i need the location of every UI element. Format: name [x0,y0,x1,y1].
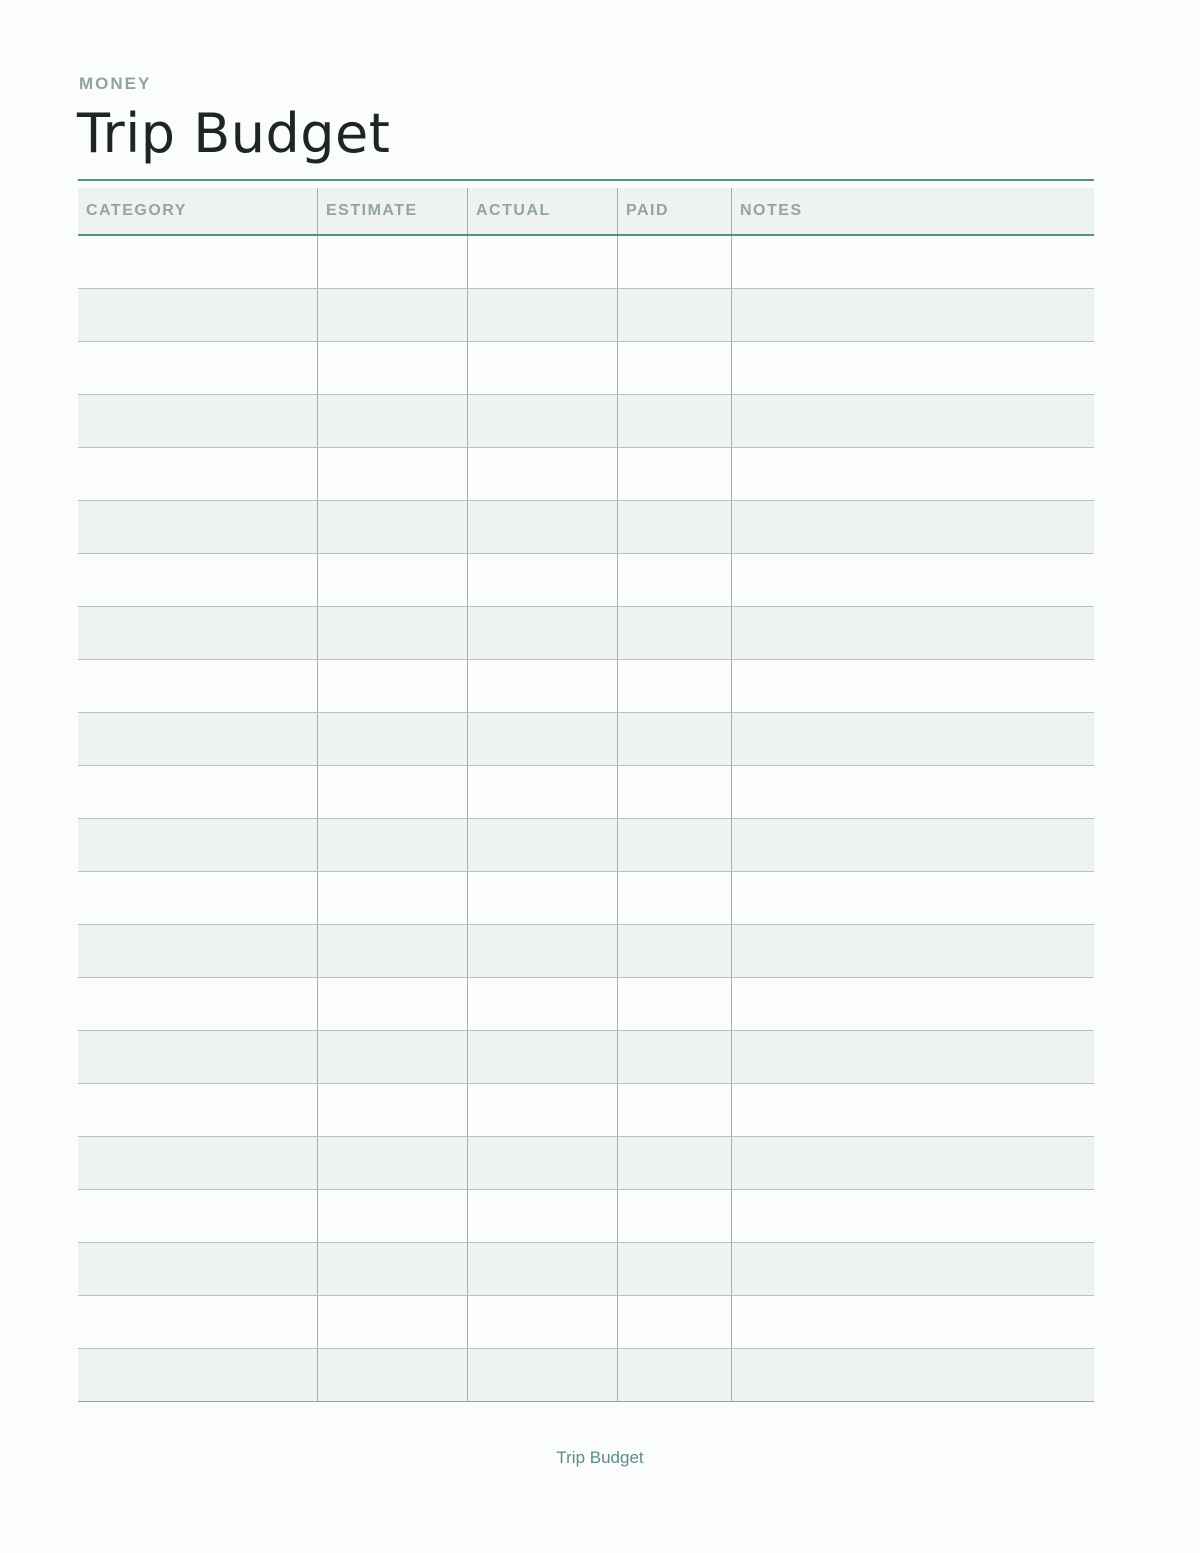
column-header-paid: PAID [618,188,732,234]
budget-table [78,188,1094,1402]
table-row [78,501,1094,554]
column-header-actual: ACTUAL [468,188,618,234]
cell-paid[interactable] [618,1084,732,1136]
cell-category[interactable] [78,236,318,288]
table-row [78,236,1094,289]
cell-notes[interactable] [732,766,1094,818]
table-row [78,978,1094,1031]
cell-category[interactable] [78,1243,318,1295]
cell-actual[interactable] [468,395,618,447]
cell-notes[interactable] [732,1349,1094,1401]
cell-category[interactable] [78,1190,318,1242]
cell-estimate[interactable] [318,1243,468,1295]
table-row [78,289,1094,342]
cell-actual[interactable] [468,289,618,341]
cell-category[interactable] [78,925,318,977]
cell-estimate[interactable] [318,1190,468,1242]
cell-paid[interactable] [618,766,732,818]
cell-category[interactable] [78,1349,318,1401]
cell-paid[interactable] [618,607,732,659]
cell-notes[interactable] [732,819,1094,871]
table-row [78,925,1094,978]
cell-estimate[interactable] [318,1349,468,1401]
table-row [78,554,1094,607]
cell-notes[interactable] [732,660,1094,712]
cell-category[interactable] [78,872,318,924]
table-row [78,1296,1094,1349]
table-row [78,395,1094,448]
cell-paid[interactable] [618,289,732,341]
table-body [78,236,1094,1402]
cell-paid[interactable] [618,1296,732,1348]
cell-notes[interactable] [732,289,1094,341]
cell-paid[interactable] [618,660,732,712]
column-header-estimate: ESTIMATE [318,188,468,234]
footer-label: Trip Budget [556,1448,644,1467]
cell-actual[interactable] [468,713,618,765]
cell-paid[interactable] [618,448,732,500]
cell-notes[interactable] [732,1296,1094,1348]
cell-paid[interactable] [618,1137,732,1189]
table-row [78,660,1094,713]
cell-category[interactable] [78,1137,318,1189]
cell-paid[interactable] [618,819,732,871]
cell-estimate[interactable] [318,872,468,924]
cell-estimate[interactable] [318,236,468,288]
cell-actual[interactable] [468,1349,618,1401]
table-row [78,1031,1094,1084]
cell-category[interactable] [78,766,318,818]
cell-actual[interactable] [468,236,618,288]
cell-paid[interactable] [618,501,732,553]
table-row [78,766,1094,819]
cell-actual[interactable] [468,448,618,500]
cell-notes[interactable] [732,395,1094,447]
cell-actual[interactable] [468,1190,618,1242]
cell-actual[interactable] [468,660,618,712]
cell-paid[interactable] [618,925,732,977]
cell-paid[interactable] [618,1349,732,1401]
cell-estimate[interactable] [318,554,468,606]
cell-estimate[interactable] [318,766,468,818]
cell-notes[interactable] [732,1190,1094,1242]
cell-actual[interactable] [468,1031,618,1083]
cell-notes[interactable] [732,1243,1094,1295]
cell-estimate[interactable] [318,1296,468,1348]
cell-notes[interactable] [732,925,1094,977]
cell-notes[interactable] [732,1137,1094,1189]
cell-estimate[interactable] [318,819,468,871]
cell-paid[interactable] [618,342,732,394]
cell-category[interactable] [78,978,318,1030]
cell-notes[interactable] [732,1031,1094,1083]
cell-estimate[interactable] [318,289,468,341]
cell-actual[interactable] [468,1296,618,1348]
cell-estimate[interactable] [318,448,468,500]
cell-category[interactable] [78,448,318,500]
cell-notes[interactable] [732,607,1094,659]
section-label: MONEY [79,74,152,93]
cell-estimate[interactable] [318,978,468,1030]
cell-notes[interactable] [732,713,1094,765]
cell-actual[interactable] [468,1243,618,1295]
cell-estimate[interactable] [318,1137,468,1189]
cell-category[interactable] [78,819,318,871]
cell-category[interactable] [78,713,318,765]
cell-estimate[interactable] [318,395,468,447]
cell-estimate[interactable] [318,1031,468,1083]
cell-estimate[interactable] [318,713,468,765]
table-row [78,819,1094,872]
cell-estimate[interactable] [318,342,468,394]
cell-paid[interactable] [618,236,732,288]
cell-actual[interactable] [468,554,618,606]
cell-actual[interactable] [468,607,618,659]
cell-category[interactable] [78,395,318,447]
cell-actual[interactable] [468,1137,618,1189]
cell-paid[interactable] [618,872,732,924]
cell-category[interactable] [78,607,318,659]
cell-actual[interactable] [468,925,618,977]
table-row [78,1084,1094,1137]
cell-category[interactable] [78,289,318,341]
table-row [78,1349,1094,1402]
cell-actual[interactable] [468,872,618,924]
cell-category[interactable] [78,1031,318,1083]
cell-estimate[interactable] [318,1084,468,1136]
cell-actual[interactable] [468,1084,618,1136]
cell-paid[interactable] [618,395,732,447]
page-title: Trip Budget [77,102,391,165]
table-row [78,1243,1094,1296]
cell-paid[interactable] [618,1243,732,1295]
cell-category[interactable] [78,1084,318,1136]
cell-notes[interactable] [732,872,1094,924]
table-row [78,342,1094,395]
cell-notes[interactable] [732,1084,1094,1136]
cell-estimate[interactable] [318,501,468,553]
table-row [78,713,1094,766]
cell-estimate[interactable] [318,660,468,712]
cell-notes[interactable] [732,448,1094,500]
cell-paid[interactable] [618,554,732,606]
cell-paid[interactable] [618,713,732,765]
table-row [78,607,1094,660]
table-row [78,448,1094,501]
table-header [78,188,1094,236]
cell-notes[interactable] [732,501,1094,553]
column-header-category: CATEGORY [78,188,318,234]
column-header-notes: NOTES [740,202,803,219]
table-row [78,872,1094,925]
cell-category[interactable] [78,501,318,553]
table-row [78,1137,1094,1190]
cell-category[interactable] [78,554,318,606]
cell-estimate[interactable] [318,607,468,659]
cell-actual[interactable] [468,501,618,553]
cell-actual[interactable] [468,766,618,818]
table-row [78,1190,1094,1243]
cell-actual[interactable] [468,342,618,394]
cell-paid[interactable] [618,978,732,1030]
cell-category[interactable] [78,660,318,712]
cell-category[interactable] [78,342,318,394]
title-divider [78,179,1094,181]
cell-notes[interactable] [732,236,1094,288]
cell-notes[interactable] [732,342,1094,394]
cell-notes[interactable] [732,554,1094,606]
cell-actual[interactable] [468,978,618,1030]
cell-notes[interactable] [732,978,1094,1030]
cell-category[interactable] [78,1296,318,1348]
cell-actual[interactable] [468,819,618,871]
cell-estimate[interactable] [318,925,468,977]
cell-paid[interactable] [618,1190,732,1242]
cell-paid[interactable] [618,1031,732,1083]
